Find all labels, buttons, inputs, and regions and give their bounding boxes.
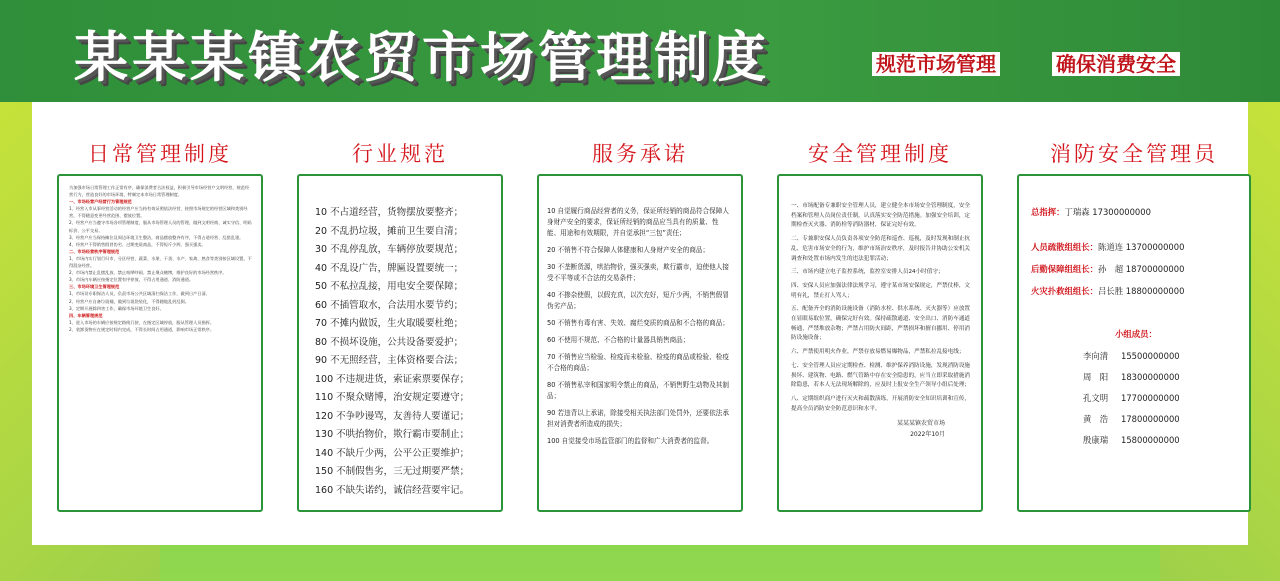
member-name: 李向清 (1083, 351, 1109, 361)
member-name: 孔文明 (1083, 393, 1109, 403)
daily-line: 3、定期开展除四害工作，确保市场环境卫生良好。 (69, 305, 164, 311)
members-title: 小组成员： (1115, 329, 1157, 339)
slogan-2: 确保消费安全 (1052, 52, 1180, 76)
role-row (1031, 206, 1241, 219)
service-item: 20 不销售不符合保障人体健康和人身财产安全的商品； (547, 246, 710, 254)
daily-line: 1、经营入市从事经营活动的经营户应当持有效证照依法经营，按照市场规定的经营区域和类别经营，不得随意变更经营范围、摆放位置。 (69, 206, 248, 219)
daily-line: 为加强市场日常管理工作正常有序，确保消费者合法权益，积极引导市场经营户文明经营，规范经营行为，营造良好的市场环境，特制定本市场日常管理制度。 (69, 185, 250, 198)
role-name: 孙 超 (1098, 264, 1124, 274)
role-row (1031, 241, 1241, 254)
role-phone: 17300000000 (1092, 207, 1151, 217)
safety-item: 五、配备齐全的消防设施设备（消防水栓、供水系统、灭火器等）应放置在显眼易取位置，确保完好有效。保持疏散通道、安全出口、消防车通道畅通，严禁堆放杂物；严禁占用防火间距，严禁损坏和擅自挪用、停用消防设施设备； (791, 306, 971, 342)
industry-rule: 140 不缺斤少两，公平公正要维护； (315, 447, 470, 459)
member-name: 黄 浩 (1083, 414, 1109, 424)
member-row (1083, 434, 1241, 447)
member-name: 周 阳 (1083, 372, 1109, 382)
industry-rule: 80 不损坏设施，公共设备要爱护； (315, 336, 464, 348)
industry-rule: 40 不乱设广告，牌匾设置要统一； (315, 262, 464, 274)
role-title: 后勤保障组组长： (1031, 264, 1098, 274)
member-phone: 15500000000 (1121, 351, 1180, 361)
column-title-daily: 日常管理制度 (88, 142, 232, 166)
daily-line: 四、车辆管理规范 (69, 312, 103, 318)
industry-rule: 110 不聚众赌博，治安规定要遵守； (315, 392, 470, 403)
service-item: 30 不垄断货源，哄抬物价，强买强卖，欺行霸市，迫使他人接受不平等或不合法的交易条件； (547, 263, 729, 282)
member-phone: 17800000000 (1121, 414, 1180, 424)
member-phone: 15800000000 (1121, 435, 1180, 445)
role-name: 陈道连 (1098, 242, 1124, 252)
panel-safety (777, 174, 983, 512)
column-title-service: 服务承诺 (592, 142, 688, 166)
page-title: 某某某镇农贸市场管理制度 (74, 26, 770, 89)
service-item: 40 不掺杂使假，以假充真，以次充好，短斤少两，不销售假冒伪劣产品； (547, 291, 729, 310)
safety-item: 三、市场内建立电子监控系统，监控室安排人员24小时值守； (791, 269, 944, 276)
industry-rule: 50 不私拉乱接，用电安全要保障； (315, 281, 464, 292)
header-banner (0, 0, 1280, 102)
role-title: 火灾扑救组组长： (1031, 286, 1098, 296)
safety-item: 一、市场配备专兼职安全管理人员，建立健全本市场安全管理制度，安全档案和管理人员岗位责任制，认真落实安全防范措施。加强安全培训，定期检查灭火器、消防栓等消防器材，保证完好有效。 (791, 203, 971, 229)
role-title: 人员疏散组组长： (1031, 242, 1098, 252)
signature-date: 2022年10月 (910, 431, 945, 439)
industry-rule: 130 不哄抬物价，欺行霸市要制止； (315, 429, 470, 440)
service-item: 70 不销售应当检验、检疫而未检验、检疫的商品或检验、检疫不合格的商品； (547, 353, 729, 372)
signature-org: 某某某镇农贸市场 (896, 420, 945, 428)
daily-line: 3、经营户应当保持摊位及周边环境卫生整洁，商品摆放整齐有序，不得占道经营、乱搭乱建。 (69, 234, 244, 240)
panel-daily (57, 174, 263, 512)
role-row (1031, 263, 1241, 276)
panel-fire (1017, 174, 1251, 512)
member-row (1083, 371, 1241, 384)
daily-line: 4、经营户不得销售假冒伪劣、过期变质商品，不得短斤少两、强买强卖。 (69, 241, 206, 247)
service-item: 100 自觉接受市场监管部门的监督和广大消费者的监督。 (547, 437, 714, 445)
member-row (1083, 350, 1241, 363)
panel-service (537, 174, 743, 512)
daily-line: 1、进入市场的车辆应按规定路线行驶，在指定区域停放，服从管理人员指挥。 (69, 319, 215, 325)
column-title-fire: 消防安全管理员 (1050, 142, 1218, 166)
column-title-industry: 行业规范 (352, 142, 448, 166)
industry-rule: 20 不乱扔垃圾，摊前卫生要自清； (315, 225, 464, 237)
daily-line: 1、市场设专职保洁人员，负责市场公共区域清扫保洁工作，做到日产日清。 (69, 291, 210, 297)
service-item: 50 不销售有毒有害、失效、腐烂变质的商品和不合格的商品； (547, 319, 729, 327)
daily-line: 2、装卸货物应在规定时间内完成，不得长时间占用通道，影响市场正常秩序。 (69, 326, 215, 332)
role-row (1031, 285, 1241, 298)
role-title: 总指挥： (1031, 207, 1065, 217)
role-phone: 13700000000 (1125, 242, 1185, 252)
daily-line: 2、市场内禁止乱摆乱放、禁止喧哗吵闹、禁止聚众赌博，维护良好的市场经营秩序。 (69, 270, 227, 276)
role-phone: 18800000000 (1125, 286, 1185, 296)
service-item: 90 若违背以上承诺，除接受相关执法部门处罚外，还要依法承担对消费者所造成的损失； (547, 409, 729, 428)
industry-rule: 150 不制假售劣，三无过期要严禁； (315, 466, 470, 477)
member-phone: 17700000000 (1121, 393, 1180, 403)
panel-industry (297, 174, 503, 512)
safety-item: 六、严禁使用明火作业，严禁存放易燃易爆物品，严禁私拉乱接电线； (791, 349, 965, 356)
industry-rule: 90 不无照经营，主体资格要合法； (315, 355, 464, 366)
daily-line: 2、经营户应当遵守市场各项管理制度，服从市场管理人员的管理，做到文明经商、诚实守信、明码标价、公平交易。 (69, 220, 252, 233)
industry-rule: 120 不争吵谩骂，友善待人要谨记； (315, 410, 470, 422)
industry-rule: 30 不乱停乱放，车辆停放要规范； (315, 244, 464, 255)
member-row (1083, 392, 1241, 405)
service-item: 80 不销售私宰和国家明令禁止的商品，不销售野生动物及其制品； (547, 381, 729, 400)
daily-line: 三、市场环境卫生管理规范 (69, 284, 120, 290)
daily-line: 1、市场内实行划行归市，分区经营，蔬菜、水果、干货、水产、家禽、熟食等类别按区域设置，不得混杂经营。 (69, 255, 252, 269)
role-name: 吕长胜 (1098, 286, 1124, 296)
role-phone: 18700000000 (1125, 264, 1185, 274)
industry-rule: 60 不插管取水，合法用水要节约； (315, 299, 464, 311)
column-title-safety: 安全管理制度 (808, 142, 952, 166)
industry-rule: 160 不缺失诺约，诚信经营要牢记。 (315, 484, 470, 496)
daily-line: 3、市场内车辆应按指定位置有序停放，不得占用通道、消防通道。 (69, 277, 194, 283)
service-item: 10 自觉履行商品经营者的义务，保证所经销的商品符合保障人身财产安全的要求，保证所经销的商品应当具有的质量、性能、用途和有效期限，并自觉承担“三包”责任； (547, 207, 729, 237)
safety-item: 四、安保人员应加强法律法规学习，遵守某市场安保规定，严禁仗棒，文明有礼，禁止打人骂人； (791, 282, 971, 299)
safety-item: 八、定期组织商户进行灭火和疏散演练，开展消防安全知识培训和宣传，提高全员消防安全防范意识和水平。 (791, 395, 971, 412)
daily-line: 一、市场经营户经营行为管理规范 (69, 199, 132, 205)
safety-item: 七、安全管理人员应定期检查、检测、维护保养消防设施，发现消防设施损坏、建筑物、电路、燃气管路中存在安全隐患的，应当立即采取措施消除隐患，若本人无法现场解除的，应及时上报安全生产领导小组后处理； (791, 362, 971, 389)
industry-rule: 100 不违规进货，索证索票要保存； (315, 373, 470, 385)
member-phone: 18300000000 (1121, 372, 1180, 382)
daily-line: 二、市场经营秩序管理规范 (69, 248, 120, 254)
role-name: 丁瑞森 (1064, 207, 1090, 217)
daily-line: 2、经营户应自备垃圾桶，做到垃圾袋装化，不得随地乱扔乱倒。 (69, 298, 189, 304)
member-row (1083, 413, 1241, 426)
member-name: 殷康瑞 (1083, 435, 1109, 445)
slogan-1: 规范市场管理 (872, 52, 1000, 76)
industry-rule: 70 不摊内做饭，生火取暖要杜绝； (315, 318, 464, 329)
service-item: 60 不使用不规范、不合格的计量器具销售商品； (547, 336, 690, 344)
safety-item: 二、专兼职安保人员负责各项安全防范和巡查、巡视，及时发现和制止抗乱、危害市场安全的行为，维护市场治安秩序，及时报告并协助公安机关调查和处置市场内发生的违法犯罪活动； (791, 236, 971, 262)
industry-rule: 10 不占道经营，货物摆放要整齐； (315, 207, 464, 218)
